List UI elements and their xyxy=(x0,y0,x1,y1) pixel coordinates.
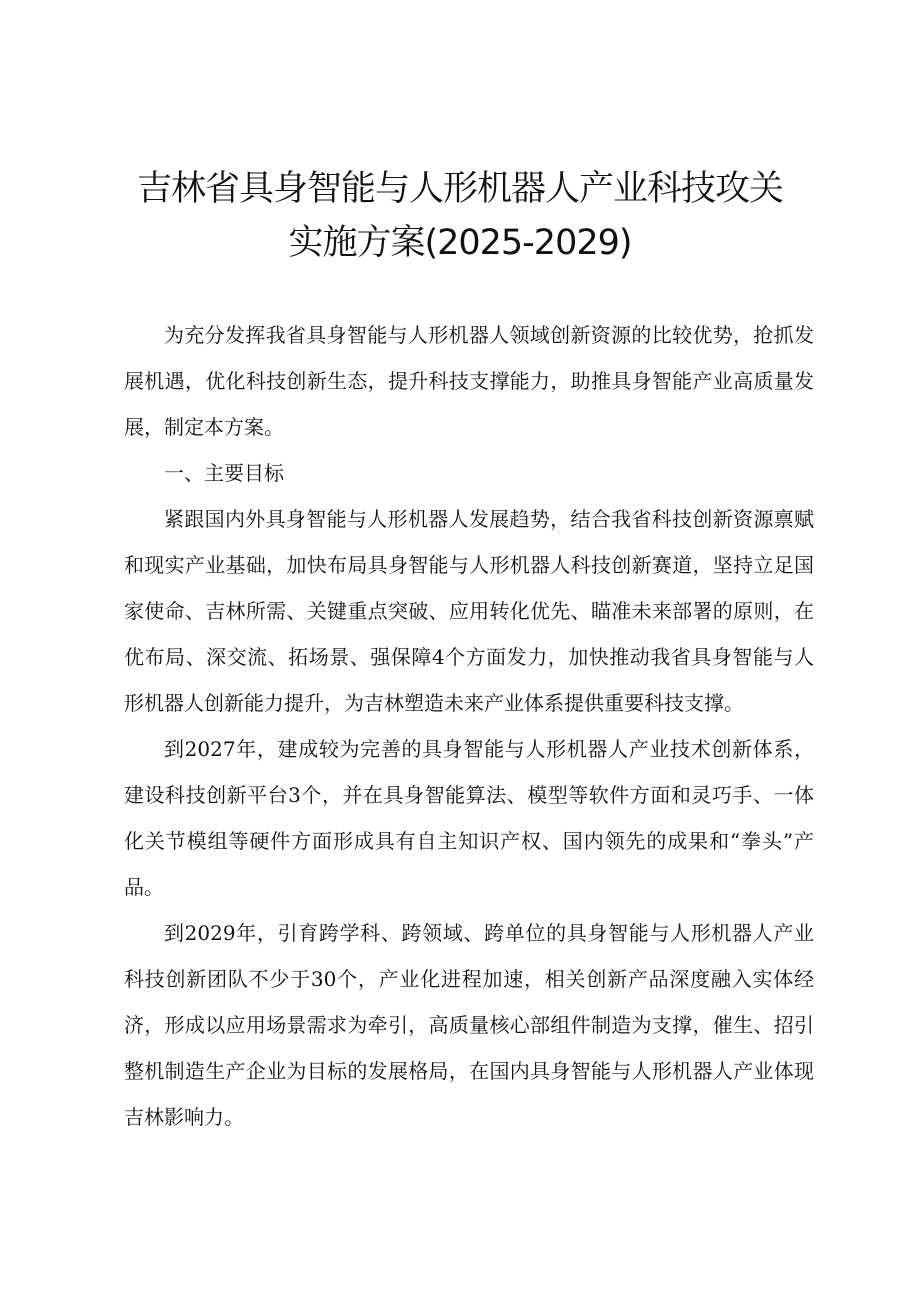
intro-paragraph: 为充分发挥我省具身智能与人形机器人领域创新资源的比较优势，抢抓发展机遇，优化科技创新生态，提升科技支撑能力，助推具身智能产业高质量发展，制定本方案。 xyxy=(124,323,814,439)
document-title-line-1: 吉林省具身智能与人形机器人产业科技攻关 xyxy=(136,169,783,209)
section-heading: 一、主要目标 xyxy=(164,461,284,485)
document-body xyxy=(124,312,814,1140)
goals-paragraph: 紧跟国内外具身智能与人形机器人发展趋势，结合我省科技创新资源禀赋和现实产业基础，加快布局具身智能与人形机器人科技创新赛道，坚持立足国家使命、吉林所需、关键重点突破、应用转化优先、瞄准未来部署的原则，在优布局、深交流、拓场景、强保障4个方面发力，加快推动我省具身智能与人形机器人创新能力提升，为吉林塑造未来产业体系提供重要科技支撑。 xyxy=(124,507,814,715)
goals-2027-paragraph: 到2027年，建成较为完善的具身智能与人形机器人产业技术创新体系，建设科技创新平台3个，并在具身智能算法、模型等软件方面和灵巧手、一体化关节模组等硬件方面形成具有自主知识产权、国内领先的成果和“拳头”产品。 xyxy=(124,737,814,899)
document-title xyxy=(110,162,810,270)
document-title-line-2: 实施方案(2025-2029) xyxy=(288,223,632,263)
goals-2029-paragraph: 到2029年，引育跨学科、跨领域、跨单位的具身智能与人形机器人产业科技创新团队不少于30个，产业化进程加速，相关创新产品深度融入实体经济，形成以应用场景需求为牵引，高质量核心部组件制造为支撑，催生、招引整机制造生产企业为目标的发展格局，在国内具身智能与人形机器人产业体现吉林影响力。 xyxy=(124,921,814,1129)
